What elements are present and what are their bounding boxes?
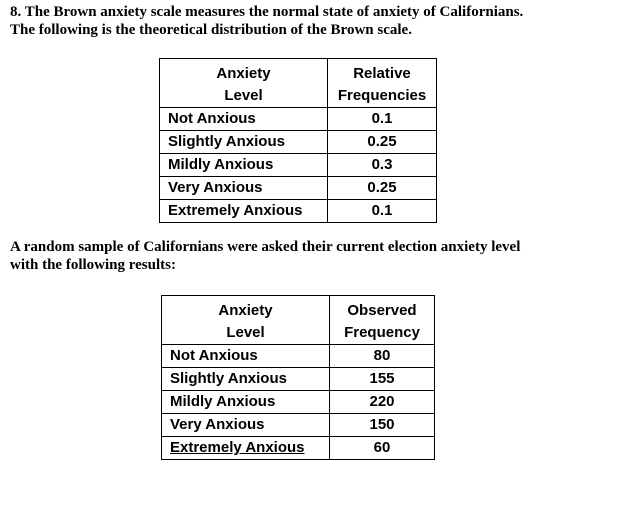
problem-intro (10, 3, 523, 39)
anxiety-level-cell: Extremely Anxious (160, 200, 328, 223)
observed-frequency-cell: 60 (330, 437, 435, 460)
observed-frequency-cell: 155 (330, 368, 435, 391)
header-level-line: Level (224, 87, 263, 104)
table-header-row (160, 59, 437, 108)
header-relative-frequencies (328, 59, 437, 108)
sample-line-2: with the following results: (10, 257, 176, 273)
anxiety-level-cell: Slightly Anxious (162, 368, 330, 391)
anxiety-level-cell: Not Anxious (162, 345, 330, 368)
table-row (162, 345, 435, 368)
table-row (160, 131, 437, 154)
observed-frequency-cell: 150 (330, 414, 435, 437)
table-row (162, 368, 435, 391)
intro-line-2: The following is the theoretical distribution of the Brown scale. (10, 22, 412, 38)
sample-description (10, 238, 520, 274)
table-row (162, 391, 435, 414)
table-row (162, 414, 435, 437)
header-anxiety-level (160, 59, 328, 108)
header-anxiety-line: Anxiety (218, 302, 273, 319)
header-frequency-line: Frequency (344, 324, 420, 341)
table-row (162, 437, 435, 460)
header-observed-frequency (330, 296, 435, 345)
sample-line-1: A random sample of Californians were asked their current election anxiety level (10, 239, 521, 255)
table-row (160, 154, 437, 177)
anxiety-level-cell: Very Anxious (160, 177, 328, 200)
header-observed-line: Observed (347, 302, 417, 319)
header-anxiety-line: Anxiety (216, 65, 271, 82)
header-relative-line: Relative (353, 65, 411, 82)
table-row (160, 108, 437, 131)
anxiety-level-cell: Very Anxious (162, 414, 330, 437)
relative-frequency-cell: 0.25 (328, 131, 437, 154)
anxiety-level-cell: Mildly Anxious (160, 154, 328, 177)
anxiety-level-cell: Mildly Anxious (162, 391, 330, 414)
relative-frequency-cell: 0.25 (328, 177, 437, 200)
table-row (160, 200, 437, 223)
relative-frequency-cell: 0.3 (328, 154, 437, 177)
relative-frequency-cell: 0.1 (328, 108, 437, 131)
observed-frequency-cell: 220 (330, 391, 435, 414)
table-header-row (162, 296, 435, 345)
anxiety-level-cell: Extremely Anxious (162, 437, 330, 460)
anxiety-level-cell: Not Anxious (160, 108, 328, 131)
intro-line-1: 8. The Brown anxiety scale measures the normal state of anxiety of Californians. (10, 4, 524, 20)
anxiety-level-cell: Slightly Anxious (160, 131, 328, 154)
theoretical-distribution-table (159, 58, 437, 223)
table-row (160, 177, 437, 200)
relative-frequency-cell: 0.1 (328, 200, 437, 223)
header-level-line: Level (226, 324, 265, 341)
header-anxiety-level (162, 296, 330, 345)
observed-frequency-table (161, 295, 435, 460)
observed-frequency-cell: 80 (330, 345, 435, 368)
header-frequencies-line: Frequencies (337, 87, 427, 104)
